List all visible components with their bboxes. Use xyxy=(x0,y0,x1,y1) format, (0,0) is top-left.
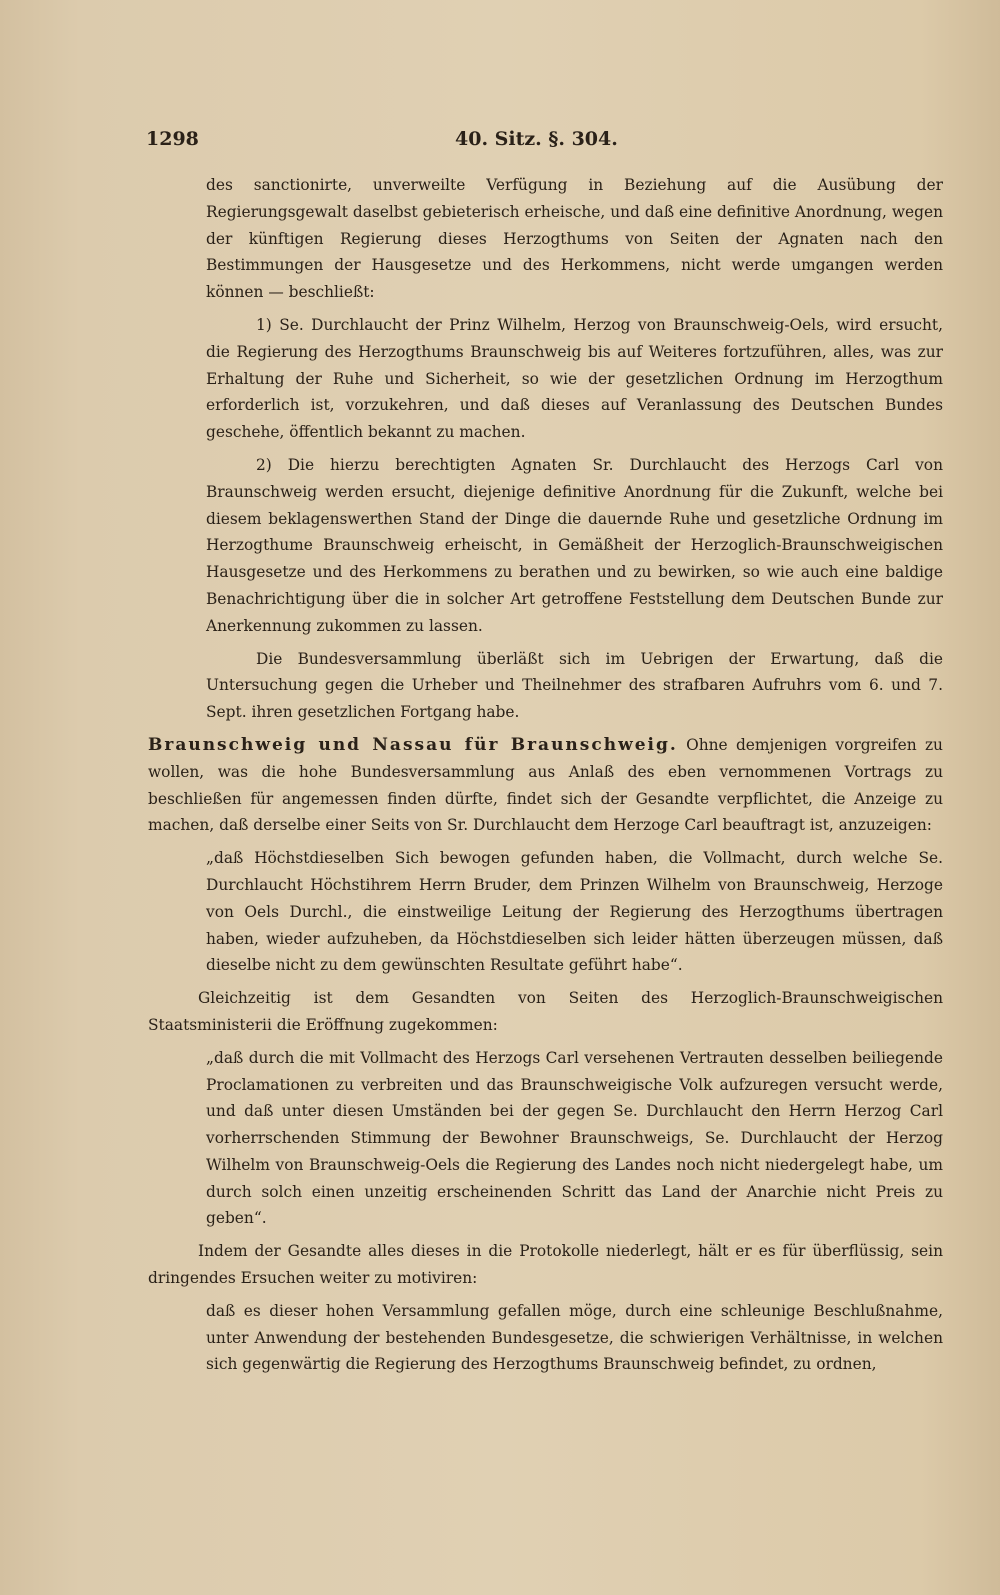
resolution-item-2: 2) Die hierzu berechtigten Agnaten Sr. Durchlaucht des Herzogs Carl von Braunschweig werden ersucht, diejenige definitive Anordnung für die Zukunft, welche bei diesem beklagenswerthen Stand der Dinge die dauernde Ruhe und gesetzliche Ordnung im Herzogthume Braunschweig erheischt, in Gemäßheit der Herzoglich-Braunschweigischen Hausgesetze und des Herkommens zu berathen und zu bewirken, so wie auch eine baldige Benachrichtigung über die in solcher Art getroffene Feststellung dem Deutschen Bunde zur Anerkennung zukommen zu lassen. xyxy=(206,455,943,635)
section-paragraph xyxy=(148,732,943,839)
section-intro: Ohne demjenigen vorgreifen zu wollen, was die hohe Bundesversammlung aus Anlaß des eben vernommenen Vortrags zu beschließen für angemessen finden dürfte, findet sich der Gesandte verpflichtet, die Anzeige zu machen, daß derselbe einer Seits von Sr. Durchlaucht dem Herzoge Carl beauftragt ist, anzuzeigen: xyxy=(148,735,943,835)
paragraph-continuation: des sanctionirte, unverweilte Verfügung in Beziehung auf die Ausübung der Regierungsgewalt daselbst gebieterisch erheische, und daß eine definitive Anordnung, wegen der künftigen Regierung dieses Herzogthums von Seiten der Agnaten nach den Bestimmungen der Hausgesetze und des Herkommens, nicht werde umgangen werden können — beschließt: xyxy=(206,176,943,302)
section-heading: Braunschweig und Nassau für Braunschweig. xyxy=(148,734,678,755)
body-text xyxy=(148,172,943,1378)
page-header xyxy=(0,128,1000,158)
page-number: 1298 xyxy=(146,128,199,150)
paragraph-ministry: Gleichzeitig ist dem Gesandten von Seiten des Herzoglich-Braunschweigischen Staatsministerii die Eröffnung zugekommen: xyxy=(148,989,943,1034)
quote-duke-carl: „daß Höchstdieselben Sich bewogen gefunden haben, die Vollmacht, durch welche Se. Durchlaucht Höchstihrem Herrn Bruder, dem Prinzen Wilhelm von Braunschweig, Herzoge von Oels Durchl., die einstweilige Leitung der Regierung des Herzogthums übertragen haben, wieder aufzuheben, da Höchstdieselben sich leider hätten überzeugen müssen, daß dieselbe nicht zu dem gewünschten Resultate geführt habe“. xyxy=(206,849,943,975)
running-title: 40. Sitz. §. 304. xyxy=(455,128,618,150)
resolution-item-1: 1) Se. Durchlaucht der Prinz Wilhelm, Herzog von Braunschweig-Oels, wird ersucht, die Regierung des Herzogthums Braunschweig bis auf Weiteres fortzuführen, alles, was zur Erhaltung der Ruhe und Sicherheit, so wie der gesetzlichen Ordnung im Herzogthum erforderlich ist, vorzukehren, und daß dieses auf Veranlassung des Deutschen Bundes geschehe, öffentlich bekannt zu machen. xyxy=(206,315,943,442)
paragraph-envoy: Indem der Gesandte alles dieses in die Protokolle niederlegt, hält er es für überflüssig, sein dringendes Ersuchen weiter zu motiviren: xyxy=(148,1242,943,1288)
resolution-closing: Die Bundesversammlung überläßt sich im Uebrigen der Erwartung, daß die Untersuchung gegen die Urheber und Theilnehmer des strafbaren Aufruhrs vom 6. und 7. Sept. ihren gesetzlichen Fortgang habe. xyxy=(206,649,943,722)
paragraph-request: daß es dieser hohen Versammlung gefallen möge, durch eine schleunige Beschlußnahme, unter Anwendung der bestehenden Bundesgesetze, die schwierigen Verhältnisse, in welchen sich gegenwärtig die Regierung des Herzogthums Braunschweig befindet, zu ordnen, xyxy=(206,1301,943,1374)
quote-ministry: „daß durch die mit Vollmacht des Herzogs Carl versehenen Vertrauten desselben beiliegende Proclamationen zu verbreiten und das Braunschweigische Volk aufzuregen versucht werde, und daß unter diesen Umständen bei der gegen Se. Durchlaucht den Herrn Herzog Carl vorherrschenden Stimmung der Bewohner Braunschweigs, Se. Durchlaucht der Herzog Wilhelm von Braunschweig-Oels die Regierung des Landes noch nicht niedergelegt habe, um durch solch einen unzeitig erscheinenden Schritt das Land der Anarchie nicht Preis zu geben“. xyxy=(206,1048,943,1228)
